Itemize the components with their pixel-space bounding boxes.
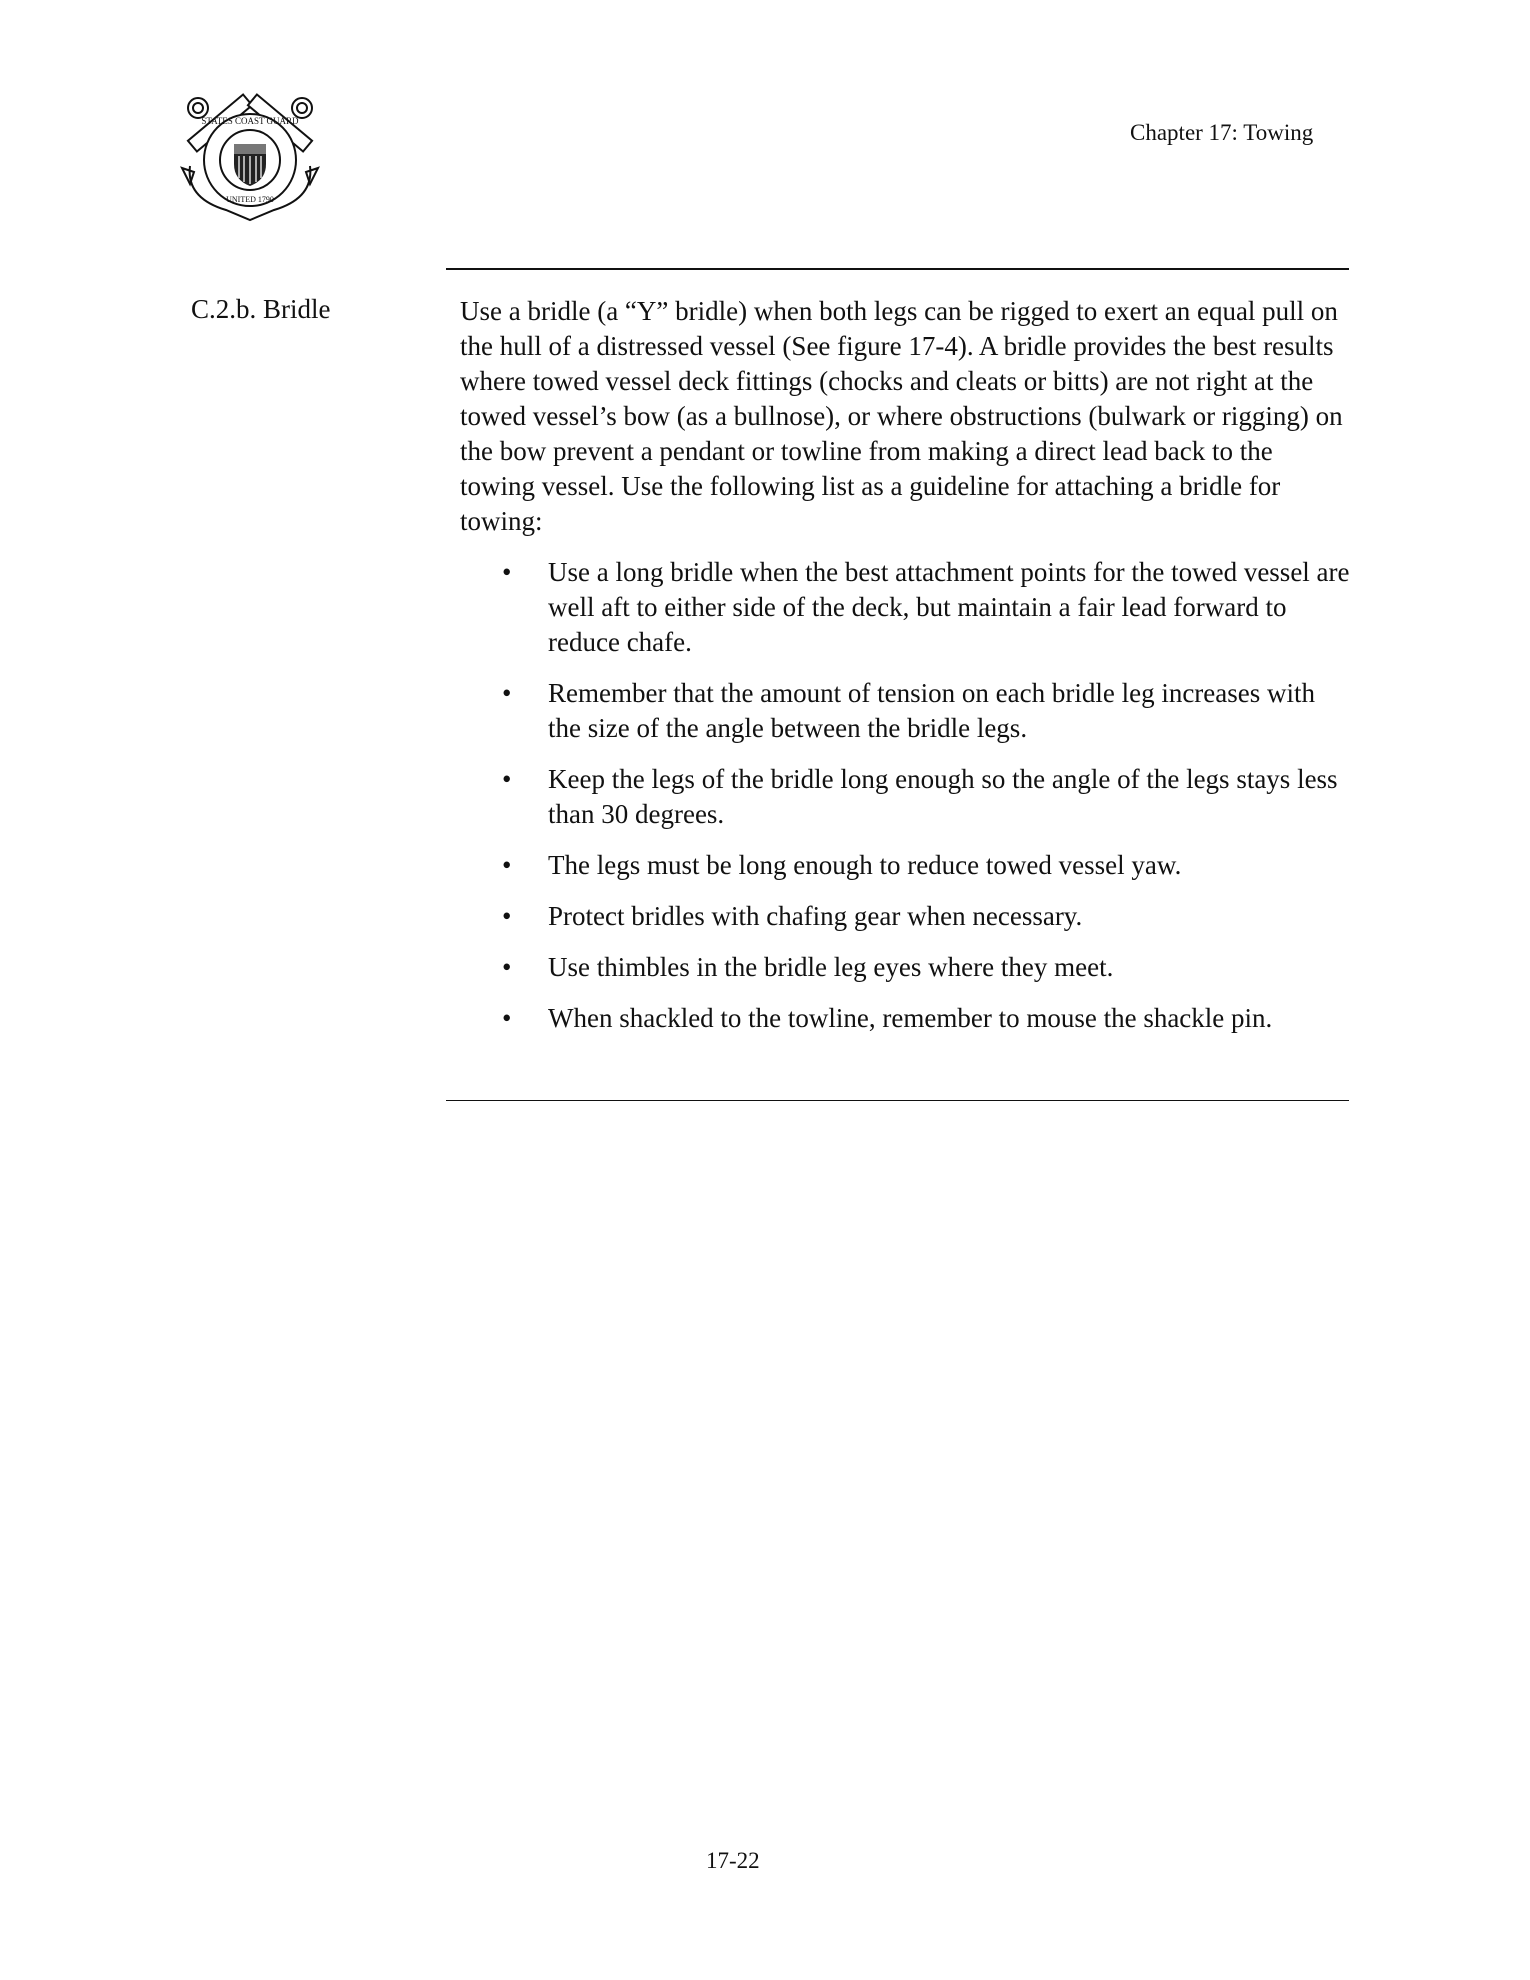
section-body: [460, 294, 1350, 1052]
bullet-icon: •: [502, 952, 512, 982]
bottom-divider: [446, 1100, 1349, 1101]
list-item: • Use thimbles in the bridle leg eyes where they meet.: [460, 950, 1350, 985]
svg-text:UNITED 1790: UNITED 1790: [226, 195, 274, 204]
page-number: 17-22: [706, 1848, 760, 1873]
bullet-icon: •: [502, 901, 512, 931]
bullet-icon: •: [502, 557, 512, 587]
guideline-list: [460, 555, 1350, 1036]
list-item: • The legs must be long enough to reduce towed vessel yaw.: [460, 848, 1350, 883]
svg-text:STATES COAST GUARD: STATES COAST GUARD: [201, 116, 299, 126]
list-item: • Use a long bridle when the best attachment points for the towed vessel are well aft to either side of the deck, but maintain a fair lead forward to reduce chafe.: [502, 557, 1350, 657]
intro-paragraph: Use a bridle (a “Y” bridle) when both legs can be rigged to exert an equal pull on the hull of a distressed vessel (See figure 17-4). A bridle provides the best results where towed vessel deck fittings (chocks and cleats or bitts) are not right at the towed vessel’s bow (as a bullnose), or where obstructions (bulwark or rigging) on the bow prevent a pendant or towline from making a direct lead back to the towing vessel. Use the following list as a guideline for attaching a bridle for towing:: [460, 296, 1343, 536]
bullet-icon: •: [502, 1003, 512, 1033]
list-item: • When shackled to the towline, remember to mouse the shackle pin.: [460, 1001, 1350, 1036]
chapter-header: Chapter 17: Towing: [1130, 120, 1314, 145]
section-label: C.2.b. Bridle: [191, 294, 331, 324]
bullet-icon: •: [502, 850, 512, 880]
list-item: • Remember that the amount of tension on each bridle leg increases with the size of the angle between the bridle legs.: [502, 678, 1316, 743]
coast-guard-emblem-icon: [176, 88, 324, 224]
bullet-icon: •: [502, 764, 512, 794]
list-item: • Keep the legs of the bridle long enough so the angle of the legs stays less than 30 degrees.: [502, 764, 1338, 829]
bullet-icon: •: [502, 678, 512, 708]
list-item: • Protect bridles with chafing gear when necessary.: [460, 899, 1350, 934]
top-divider: [446, 268, 1349, 270]
